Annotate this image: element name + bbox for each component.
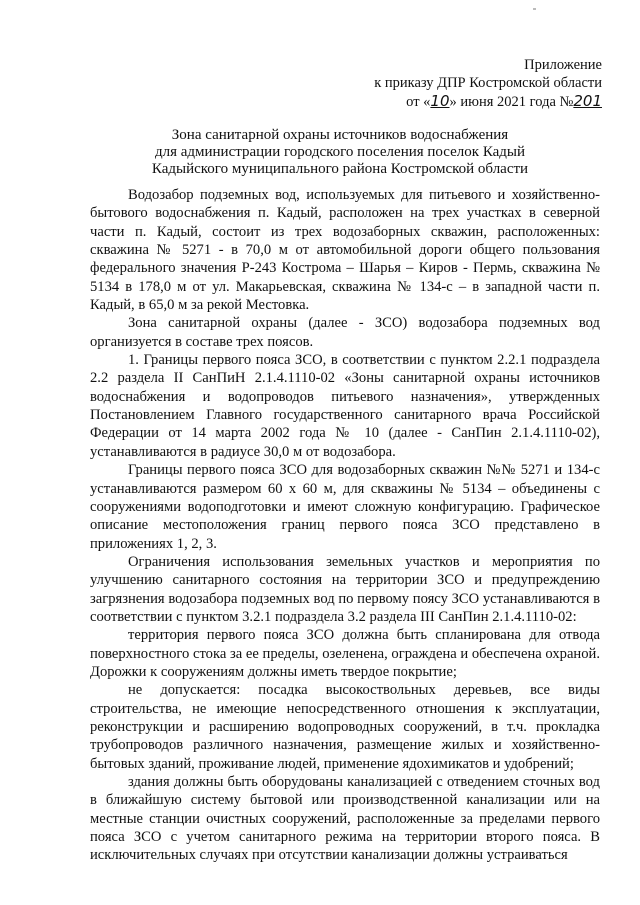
date-month-year: » июня 2021 года № [449, 94, 574, 110]
appendix-order-ref: к приказу ДПР Костромской области [374, 75, 602, 91]
scan-speck [533, 8, 536, 10]
appendix-label: Приложение [524, 57, 602, 73]
paragraph-restrictions-intro: Ограничения использования земельных участков и мероприятия по улучшению санитарного состояния на территории ЗСО и предупреждению загрязнения водозабора подземных вод по первому поясу ЗСО устанавливаются в соответствии с пунктом 3.2.1 подраздела 3.2 раздела III СанПин 2.1.4.1110-02: [90, 553, 600, 625]
handwritten-order-number: 201 [573, 92, 602, 110]
title-line-3: Кадыйского муниципального района Костромской области [151, 161, 529, 177]
handwritten-day: 10 [430, 92, 450, 110]
paragraph-prohibited-activities: не допускается: посадка высокоствольных деревьев, все виды строительства, не имеющие непосредственного отношения к эксплуатации, реконструкции и расширению водопроводных сооружений, в т.ч. прокладка трубопроводов различного назначения, размещение жилых и хозяйственно-бытовых зданий, проживание людей, применение ядохимикатов и удобрений; [90, 682, 600, 772]
title-line-2: для администрации городского поселения поселок Кадый [154, 144, 526, 160]
document-body [90, 186, 600, 865]
paragraph-sewerage-requirements: здания должны быть оборудованы канализацией с отведением сточных вод в ближайшую систему бытовой или производственной канализации или на местные станции очистных сооружений, расположенные за пределами первого пояса ЗСО с учетом санитарного режима на территории второго пояса. В исключительных случаях при отсутствии канализации должны устраиваться [90, 774, 600, 864]
title-line-1: Зона санитарной охраны источников водоснабжения [171, 127, 509, 143]
date-prefix: от « [406, 94, 431, 110]
document-title [90, 127, 590, 178]
paragraph-zone-belts: Зона санитарной охраны (далее - ЗСО) водозабора подземных вод организуется в составе трех поясов. [90, 315, 600, 350]
paragraph-first-belt-size: Границы первого пояса ЗСО для водозаборных скважин №№ 5271 и 134-с устанавливаются размером 60 х 60 м, для скважины № 5134 – объединены с сооружениями водоподготовки и имеют сложную конфигурацию. Графическое описание местоположения границ первого пояса ЗСО представлено в приложениях 1, 2, 3. [90, 462, 600, 552]
paragraph-first-belt-boundary: 1. Границы первого пояса ЗСО, в соответствии с пунктом 2.2.1 подраздела 2.2 раздела II СанПиН 2.1.4.1110-02 «Зоны санитарной охраны источников водоснабжения и водопроводов питьевого назначения», утвержденных Постановлением Главного государственного санитарного врача Российской Федерации от 14 марта 2002 года № 10 (далее - СанПин 2.1.4.1110-02), устанавливаются в радиусе 30,0 м от водозабора. [90, 352, 600, 460]
appendix-header [342, 56, 602, 111]
paragraph-intake-location: Водозабор подземных вод, используемых для питьевого и хозяйственно-бытового водоснабжения п. Кадый, расположен на трех участках в северной части п. Кадый, состоит из трех водозаборных скважин, расположенных: скважина № 5271 - в 70,0 м от автомобильной дороги общего пользования федерального значения Р-243 Кострома – Шарья – Киров - Пермь, скважина № 5134 в 178,0 м от ул. Макарьевская, скважина № 134-с – в западной части п. Кадый, в 65,0 м за рекой Местовка. [90, 187, 600, 314]
paragraph-territory-planning: территория первого пояса ЗСО должна быть спланирована для отвода поверхностного стока за ее пределы, озеленена, ограждена и обеспечена охраной. Дорожки к сооружениям должны иметь твердое покрытие; [90, 627, 600, 680]
appendix-date-line [342, 92, 602, 111]
